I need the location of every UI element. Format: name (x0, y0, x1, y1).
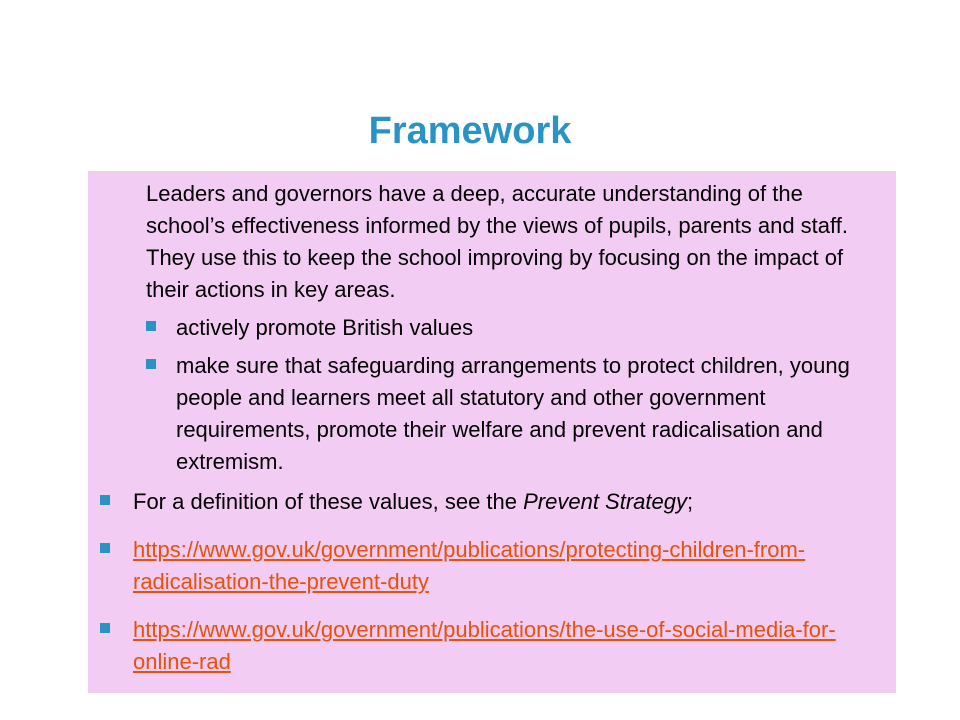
definition-text-after: ; (687, 489, 694, 514)
prevent-strategy-text: Prevent Strategy (523, 489, 687, 514)
main-bullet-list (100, 486, 892, 678)
prevent-duty-link[interactable]: https://www.gov.uk/government/publications/protecting-children-from-radicalisation-the-prevent-duty (133, 537, 806, 594)
link-item (100, 614, 892, 678)
square-bullet-icon (146, 359, 156, 369)
slide-title: Framework (368, 110, 572, 152)
square-bullet-icon (100, 623, 110, 633)
link-item (100, 534, 892, 598)
intro-paragraph: Leaders and governors have a deep, accurate understanding of the school’s effectiveness informed by the views of pupils, parents and staff. They use this to keep the school improving by focusing on the impact of their actions in key areas. (146, 181, 848, 302)
sub-bullet-item (146, 350, 886, 478)
square-bullet-icon (100, 495, 110, 505)
square-bullet-icon (100, 543, 110, 553)
social-media-link[interactable]: https://www.gov.uk/government/publications/the-use-of-social-media-for-online-rad (133, 617, 836, 674)
sub-bullet-text: actively promote British values (176, 315, 474, 340)
square-bullet-icon (146, 321, 156, 331)
sub-bullet-text: make sure that safeguarding arrangements to protect children, young people and learners meet all statutory and other government requirements, promote their welfare and prevent radicalisation and extremism. (176, 353, 850, 474)
sub-bullet-list (146, 312, 886, 484)
definition-item (100, 486, 892, 518)
sub-bullet-item (146, 312, 886, 344)
definition-text-before: For a definition of these values, see the (133, 489, 524, 514)
